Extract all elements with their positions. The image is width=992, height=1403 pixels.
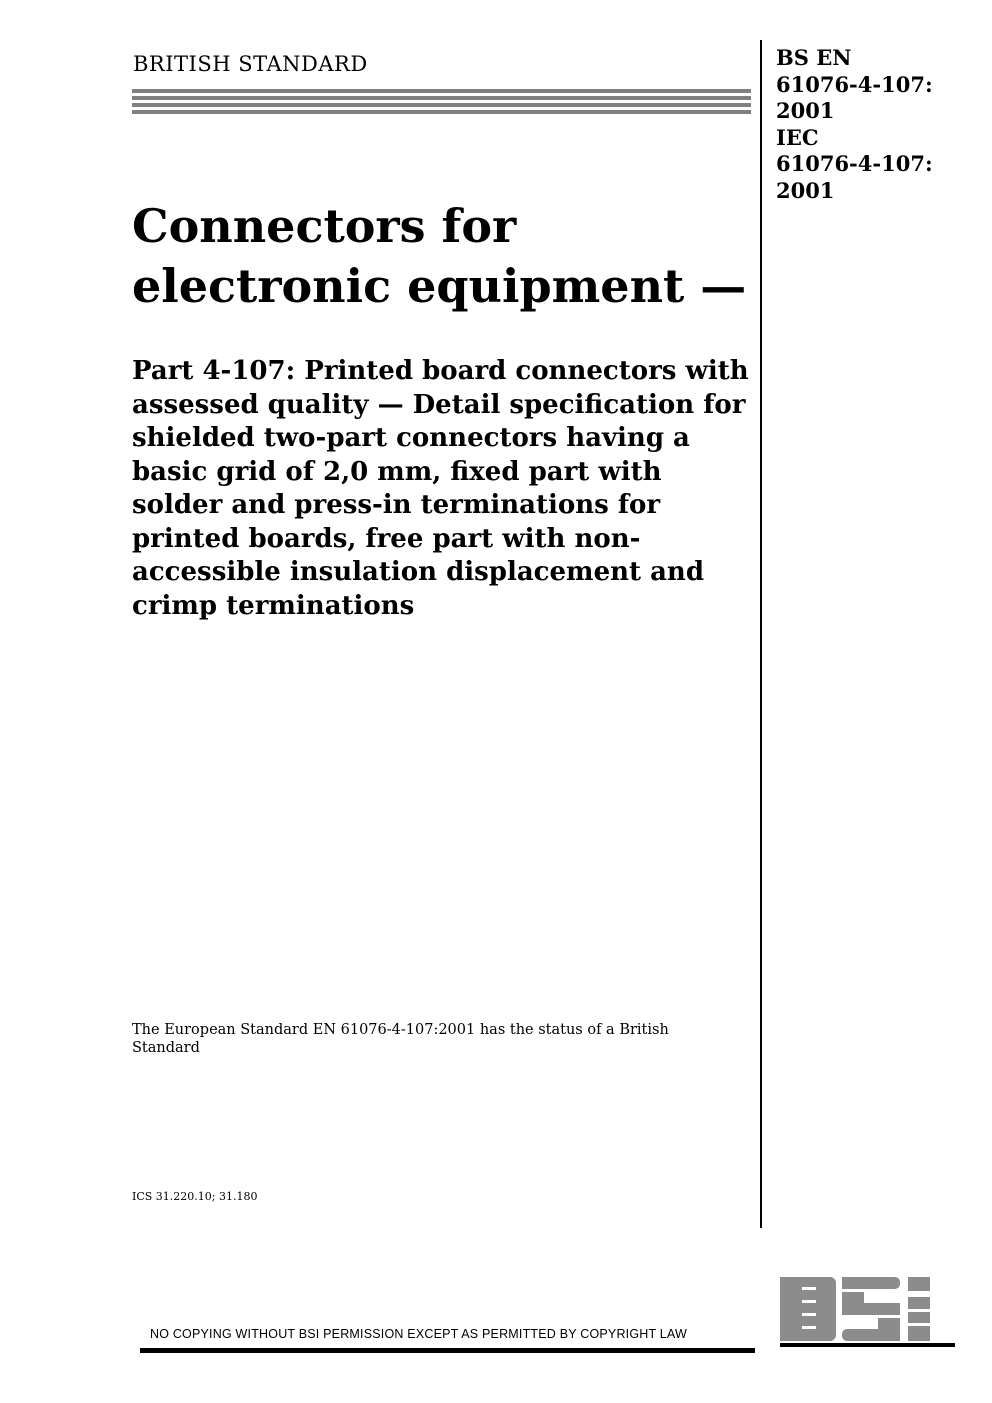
footer-rule xyxy=(140,1348,755,1353)
standard-number-line: 61076-4-107: xyxy=(776,71,933,97)
ics-code: ICS 31.220.10; 31.180 xyxy=(132,1190,258,1203)
standard-number-line: 2001 xyxy=(776,98,835,123)
title-line: Connectors for xyxy=(132,199,517,253)
copyright-notice: NO COPYING WITHOUT BSI PERMISSION EXCEPT AS PERMITTED BY COPYRIGHT LAW xyxy=(150,1327,688,1341)
title-line: electronic equipment — xyxy=(132,259,747,313)
column-divider xyxy=(760,40,762,1228)
bsi-logo-mark xyxy=(780,1275,955,1347)
document-subtitle: Part 4-107: Printed board connectors with assessed quality — Detail specification for shielded two-part connectors having a basic grid of 2,0 mm, fixed part with solder and press-in terminations for printed boards, free part with non-accessible insulation displacement and crimp terminations xyxy=(132,356,749,621)
document-title xyxy=(132,196,746,316)
status-note: The European Standard EN 61076-4-107:2001 has the status of a British Standard xyxy=(132,1022,669,1056)
standard-number-line: 2001 xyxy=(776,177,835,203)
standard-number-line: IEC xyxy=(776,124,819,150)
document-type-label: BRITISH STANDARD xyxy=(133,52,368,76)
standard-number-line: BS EN xyxy=(776,45,852,70)
header-rule xyxy=(132,89,751,117)
standard-number-line: 61076-4-107: xyxy=(776,151,933,176)
standard-numbers xyxy=(776,45,933,204)
bsi-logo xyxy=(780,1275,955,1347)
